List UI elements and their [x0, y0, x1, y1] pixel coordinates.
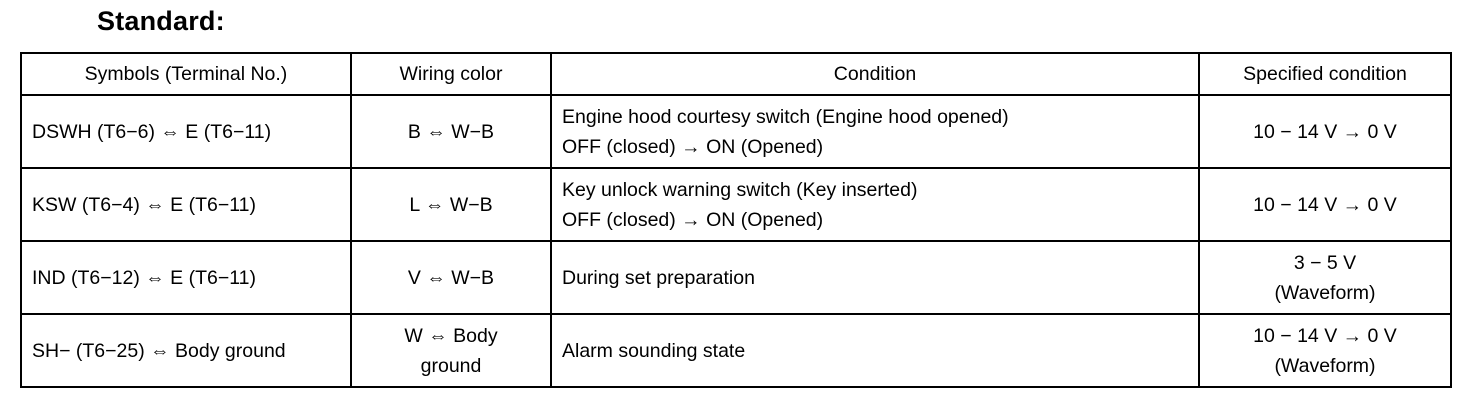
table-row: [21, 95, 1451, 168]
header-condition: Condition: [551, 53, 1199, 95]
wiring-cell: [351, 314, 551, 387]
specified-cell: [1199, 241, 1451, 314]
section-heading: Standard:: [97, 6, 225, 36]
wiring-cell: [351, 168, 551, 241]
condition-cell: [551, 95, 1199, 168]
specified-cell: [1199, 168, 1451, 241]
wiring-line: L ⇔ W−B: [409, 193, 493, 216]
table-row: [21, 314, 1451, 387]
specified-line: 3 − 5 V: [1293, 251, 1357, 274]
condition-line: Alarm sounding state: [562, 339, 746, 362]
condition-cell: [551, 241, 1199, 314]
wiring-line: B ⇔ W−B: [407, 120, 495, 143]
table-row: [21, 241, 1451, 314]
specified-line: 10 − 14 V → 0 V: [1253, 120, 1397, 143]
specified-line: (Waveform): [1274, 354, 1376, 377]
wiring-line: ground: [420, 354, 482, 377]
header-specified-condition: Specified condition: [1199, 53, 1451, 95]
specified-cell: [1199, 314, 1451, 387]
symbol-cell: DSWH (T6−6) ⇔ E (T6−11): [21, 95, 351, 168]
condition-line: OFF (closed) → ON (Opened): [562, 135, 824, 158]
condition-cell: [551, 314, 1199, 387]
symbol-cell: IND (T6−12) ⇔ E (T6−11): [21, 241, 351, 314]
wiring-line: W ⇔ Body: [404, 324, 498, 347]
condition-cell: [551, 168, 1199, 241]
symbol-cell: SH− (T6−25) ⇔ Body ground: [21, 314, 351, 387]
condition-line: During set preparation: [562, 266, 755, 289]
table-row: [21, 168, 1451, 241]
wiring-cell: [351, 241, 551, 314]
standard-spec-table: [20, 52, 1452, 388]
table-header-row: [21, 53, 1451, 95]
specified-cell: [1199, 95, 1451, 168]
condition-line: OFF (closed) → ON (Opened): [562, 208, 824, 231]
wiring-cell: [351, 95, 551, 168]
wiring-line: V ⇔ W−B: [407, 266, 495, 289]
specified-line: (Waveform): [1274, 281, 1376, 304]
condition-line: Key unlock warning switch (Key inserted): [562, 178, 918, 201]
symbol-cell: KSW (T6−4) ⇔ E (T6−11): [21, 168, 351, 241]
specified-line: 10 − 14 V → 0 V: [1253, 193, 1397, 216]
header-wiring-color: Wiring color: [351, 53, 551, 95]
header-symbols: Symbols (Terminal No.): [21, 53, 351, 95]
specified-line: 10 − 14 V → 0 V: [1253, 324, 1397, 347]
condition-line: Engine hood courtesy switch (Engine hood opened): [562, 105, 1009, 128]
